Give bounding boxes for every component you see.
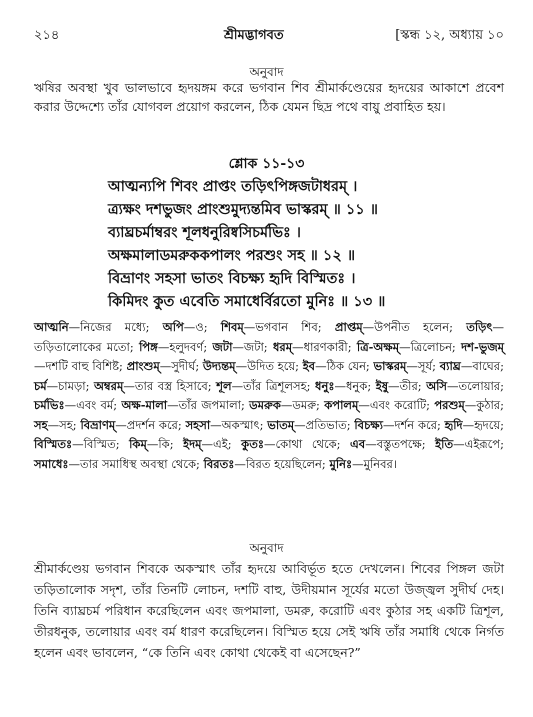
synonym-meaning: —হৃদয়ে; (462, 417, 504, 432)
synonym-word: অসি (426, 378, 448, 393)
synonym-meaning: —ধনুক; (334, 378, 376, 393)
synonym-word: দশ-ভুজম্ (461, 339, 504, 354)
section-label: [স্কন্ধ ১২, অধ্যায় ১০ (395, 28, 504, 43)
synonyms-paragraph (34, 318, 504, 474)
synonym-word: ডমরুক (249, 398, 281, 412)
synonym-meaning: —হলুদবর্ণ; (157, 339, 213, 354)
synonym-word: ধনুঃ (315, 378, 335, 393)
verse-line: অক্ষমালাডমরুককপালং পরশুং সহ ॥ ১২ ॥ (108, 247, 356, 264)
translation-heading: অনুবাদ (249, 65, 284, 79)
book-title: শ্রীমদ্ভাগবত (224, 28, 284, 43)
synonym-word: সমাধেঃ (34, 456, 69, 471)
synonym-meaning: —বিস্মিত; (72, 437, 130, 451)
synonym-meaning: —এই; (201, 437, 242, 451)
synonym-meaning: —কি; (146, 437, 184, 451)
synonym-word: বিচক্ষ্য (354, 417, 383, 432)
verse-line: আত্মন্যপি শিবং প্রাপ্তং তড়িৎপিঙ্গজটাধরম্ । (108, 178, 358, 195)
synonym-word: ইদম্ (183, 437, 202, 451)
synonym-meaning: —প্রদর্শন করে; (115, 417, 186, 432)
verse-block (0, 176, 533, 314)
verse-line: বিভ্রাণং সহসা ভাতং বিচক্ষ্য হৃদি বিস্মিতঃ । (108, 270, 356, 287)
synonym-word: তড়িৎ (466, 320, 493, 334)
synonym-word: বিভ্রাণম্ (80, 417, 116, 432)
synonym-meaning: —কোথা থেকে; (263, 437, 351, 451)
synonym-word: বিস্মিতঃ (34, 437, 73, 451)
synonym-meaning: —মুনিবর। (352, 456, 397, 471)
synonym-word: চর্মভিঃ (34, 398, 65, 412)
synonym-meaning: —এবং করোটি; (358, 398, 435, 412)
synonym-meaning: —সহ; (47, 417, 81, 432)
synonym-meaning: —ও; (183, 320, 221, 334)
synonym-meaning: —ভগবান শিব; (243, 320, 335, 334)
synonym-word: এব (350, 437, 366, 451)
synonym-word: উদ্যন্তম্ (202, 359, 236, 373)
synonym-word: শূল (216, 378, 232, 393)
synonym-meaning: —চামড়া; (46, 378, 94, 393)
synonym-meaning: —এইরূপে; (453, 437, 504, 451)
synonym-meaning: —তাঁর জপমালা; (167, 398, 250, 412)
synonym-word: কপালম্ (324, 398, 359, 412)
synonym-meaning: —দশটি বাহু বিশিষ্ট; (34, 359, 127, 373)
synonym-meaning: —এবং বর্ম; (64, 398, 122, 412)
synonym-word: ভাস্করম্ (373, 359, 407, 373)
synonym-meaning: —ধারণকারী; (292, 339, 357, 354)
synonym-meaning: —দর্শন করে; (382, 417, 445, 432)
purport-paragraph: শ্রীমার্কণ্ডেয় ভগবান শিবকে অকস্মাৎ তাঁর হৃদয়ে আবির্ভূত হতে দেখলেন। শিবের পিঙ্গল জটা তড়িতালোক সদৃশ, তাঁর তিনটি লোচন, দশটি বাহু, উদীয়মান সূর্যের মতো উজ্জ্বল সুদীর্ঘ দেহ। তিনি ব্যাঘ্রচর্ম পরিধান করেছিলেন এবং জপমালা, ডমরু, করোটি এবং কুঠার সহ একটি ত্রিশূল, তীরধনুক, তলোয়ার এবং বর্ম ধারণ করেছিলেন। বিস্মিত হয়ে সেই ঋষি তাঁর সমাধি থেকে নির্গত হলেন এবং ভাবলেন, “কে তিনি এবং কোথা থেকেই বা এসেছেন?” (34, 561, 504, 660)
synonym-word: পিঙ্গ (139, 339, 158, 354)
synonym-word: ইতি (435, 437, 454, 451)
synonym-meaning: —বস্তুতপক্ষে; (365, 437, 436, 451)
synonym-meaning: —সুদীর্ঘ; (159, 359, 203, 373)
synonym-meaning: —কুঠার; (464, 398, 505, 412)
synonym-meaning: —বিরত হয়েছিলেন; (234, 456, 330, 471)
synonym-word: সহসা (185, 417, 211, 432)
synonym-word: চর্ম (34, 378, 47, 393)
synonym-word: কিম্ (129, 437, 147, 451)
page-header (34, 26, 504, 46)
synonym-meaning: —প্রতিভাত; (294, 417, 355, 432)
synonym-word: সহ (34, 417, 48, 432)
synonym-word: ভাতম্ (267, 417, 295, 432)
synonym-word: অপি (162, 320, 184, 334)
verse-line: ব্যাঘ্রচর্মাম্বরং শূলধনুরিষ্বসিচর্মভিঃ । (108, 224, 301, 241)
synonym-meaning: —উপনীত হলেন; (362, 320, 467, 334)
synonym-meaning: —বাঘের; (460, 359, 504, 373)
synonym-word: ত্রি-অক্ষম্ (356, 339, 400, 354)
synonym-word: প্রাপ্তম্ (334, 320, 363, 334)
synonym-word: শিবম্ (220, 320, 244, 334)
synonym-word: প্রাংশুম্ (126, 359, 160, 373)
synonym-word: পরশুম্ (434, 398, 465, 412)
synonym-meaning: —তীর; (388, 378, 427, 393)
synonym-word: ইষু (375, 378, 389, 393)
page-number: ২১৪ (34, 28, 60, 43)
verse-line: কিমিদং কুত এবেতি সমাধের্বিরতো মুনিঃ ॥ ১৩ ॥ (108, 293, 386, 310)
synonym-word: ধরম্ (272, 339, 293, 354)
synonym-meaning: —জটা; (232, 339, 273, 354)
synonym-meaning: —তলোয়ার; (447, 378, 505, 393)
shloka-heading: শ্লোক ১১-১৩ (228, 156, 305, 172)
purport-heading: অনুবাদ (249, 541, 284, 555)
synonym-meaning: —তড়িতালোকের মতো; (34, 320, 504, 354)
synonym-word: অম্বরম্ (93, 378, 124, 393)
synonym-word: বিরতঃ (203, 456, 235, 471)
synonym-meaning: —তাঁর ত্রিশূলসহ; (231, 378, 316, 393)
synonym-word: ইব (302, 359, 316, 373)
synonym-word: কুতঃ (241, 437, 264, 451)
synonym-word: মুনিঃ (329, 456, 353, 471)
synonym-word: আত্মনি (34, 320, 69, 334)
synonym-meaning: —তার সমাধিস্থ অবস্থা থেকে; (68, 456, 204, 471)
synonym-meaning: —ত্রিলোচন; (399, 339, 462, 354)
synonym-meaning: —ডমরু; (280, 398, 325, 412)
synonym-meaning: —তার বস্ত্র হিসাবে; (123, 378, 217, 393)
synonym-word: ব্যাঘ্র (439, 359, 461, 373)
synonym-meaning: —ঠিক যেন; (315, 359, 374, 373)
synonym-word: জটা (212, 339, 233, 354)
translation-paragraph: ঋষির অবস্থা খুব ভালভাবে হৃদয়ঙ্গম করে ভগবান শিব শ্রীমার্কণ্ডেয়ের হৃদয়ের আকাশে প্রবেশ করার উদ্দেশ্যে তাঁর যোগবল প্রয়োগ করলেন, ঠিক যেমন ছিদ্র পথে বায়ু প্রবাহিত হয়। (34, 80, 504, 114)
synonym-meaning: —সূর্য; (406, 359, 440, 373)
synonym-meaning: —উদিত হয়ে; (235, 359, 303, 373)
synonym-word: অক্ষ-মালা (121, 398, 168, 412)
synonym-meaning: —নিজের মধ্যে; (68, 320, 163, 334)
synonym-word: হৃদি (444, 417, 463, 432)
synonym-meaning: —অকস্মাৎ; (210, 417, 268, 432)
verse-line: ত্র্যক্ষং দশভুজং প্রাংশুমুদ্যন্তমিব ভাস্করম্ ॥ ১১ ॥ (108, 201, 378, 218)
